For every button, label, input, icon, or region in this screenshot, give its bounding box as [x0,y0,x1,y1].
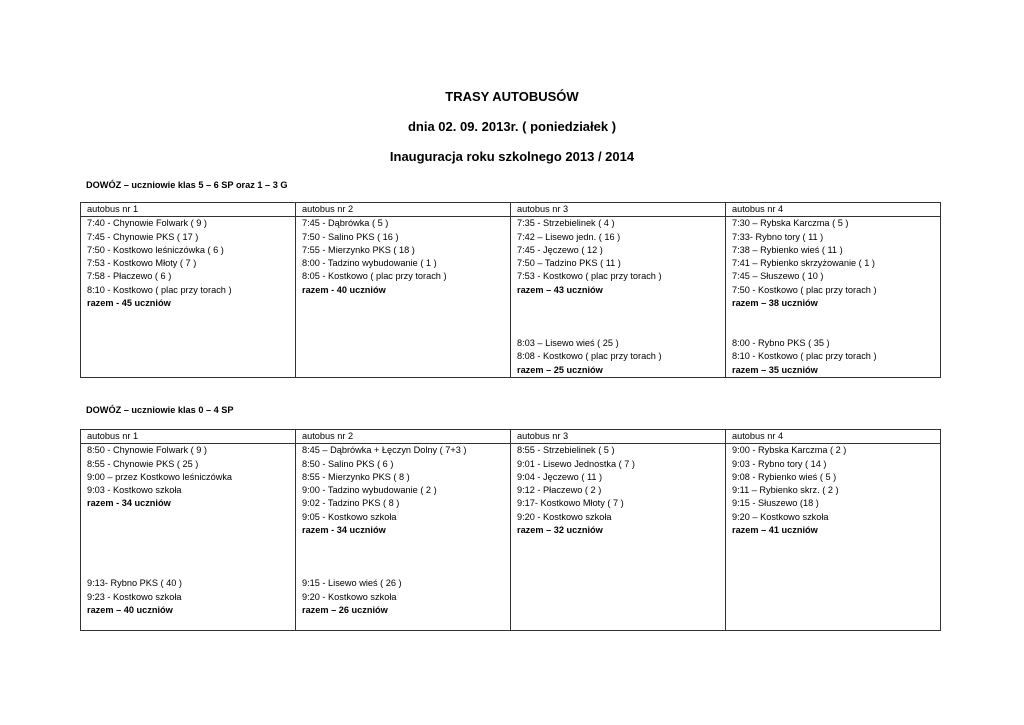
stop-entry: 7:30 – Rybska Karczma ( 5 ) [732,218,849,229]
route-table-1 [80,202,941,378]
stop-entry: 7:45 - Jęczewo ( 12 ) [517,244,603,255]
stop-entry: 8:03 – Lisewo wieś ( 25 ) [517,337,619,348]
stop-entry: 7:55 - Mierzynko PKS ( 18 ) [302,244,415,255]
stop-entry: 8:45 – Dąbrówka + Łęczyn Dolny ( 7+3 ) [302,445,467,456]
student-total: razem – 41 uczniów [732,525,818,536]
stop-entry: 9:01 - Lisewo Jednostka ( 7 ) [517,458,635,469]
column-header: autobus nr 3 [511,203,726,217]
stop-entry: 9:20 - Kostkowo szkoła [517,511,612,522]
student-total: razem – 25 uczniów [517,364,603,375]
stop-entry: 9:00 - Tadzino wybudowanie ( 2 ) [302,485,437,496]
stop-entry: 8:10 - Kostkowo ( plac przy torach ) [87,284,232,295]
document-title: TRASY AUTOBUSÓW [445,89,579,104]
document-date: dnia 02. 09. 2013r. ( poniedziałek ) [407,119,617,134]
stop-entry: 7:45 - Dąbrówka ( 5 ) [302,218,389,229]
stop-entry: 8:08 - Kostkowo ( plac przy torach ) [517,351,662,362]
stop-entry: 9:03 - Rybno tory ( 14 ) [732,458,827,469]
student-total: razem – 43 uczniów [517,284,603,295]
stop-entry: 9:13- Rybno PKS ( 40 ) [87,578,182,589]
bus-2-cell [296,444,511,631]
column-header: autobus nr 3 [511,430,726,444]
stop-entry: 7:50 - Kostkowo leśniczówka ( 6 ) [87,244,224,255]
stop-entry: 8:05 - Kostkowo ( plac przy torach ) [302,271,447,282]
stop-entry: 9:15 - Lisewo wieś ( 26 ) [302,578,402,589]
column-header: autobus nr 2 [296,203,511,217]
table-row [81,217,941,378]
column-header: autobus nr 2 [296,430,511,444]
stop-entry: 7:53 - Kostkowo ( plac przy torach ) [517,271,662,282]
stop-entry: 9:08 - Rybienko wieś ( 5 ) [732,471,837,482]
stop-entry: 9:02 - Tadzino PKS ( 8 ) [302,498,400,509]
stop-entry: 9:05 - Kostkowo szkoła [302,511,397,522]
stop-entry: 7:50 - Kostkowo ( plac przy torach ) [732,284,877,295]
table-row [81,444,941,631]
stop-entry: 7:50 – Tadzino PKS ( 11 ) [517,258,621,269]
stop-entry: 7:38 – Rybienko wieś ( 11 ) [732,244,843,255]
stop-entry: 7:40 - Chynowie Folwark ( 9 ) [87,218,207,229]
bus-1-cell [81,217,296,378]
bus-3-cell [511,217,726,378]
section-label-2: DOWÓZ – uczniowie klas 0 – 4 SP [86,405,234,415]
spacer [732,310,940,337]
stop-entry: 8:10 - Kostkowo ( plac przy torach ) [732,351,877,362]
stop-entry: 7:50 - Salino PKS ( 16 ) [302,231,399,242]
document-subtitle: Inauguracja roku szkolnego 2013 / 2014 [389,149,635,164]
stop-entry: 7:45 – Słuszewo ( 10 ) [732,271,824,282]
stop-entry: 9:23 - Kostkowo szkoła [87,591,182,602]
stop-entry: 8:00 - Rybno PKS ( 35 ) [732,337,830,348]
stop-entry: 9:00 – przez Kostkowo leśniczówka [87,471,233,482]
stop-entry: 8:50 - Salino PKS ( 6 ) [302,458,394,469]
bus-3-cell [511,444,726,631]
column-header: autobus nr 1 [81,430,296,444]
student-total: razem - 34 uczniów [302,525,386,536]
spacer [302,537,510,577]
stop-entry: 9:12 - Płaczewo ( 2 ) [517,485,602,496]
stop-entry: 7:41 – Rybienko skrzyżowanie ( 1 ) [732,258,875,269]
student-total: razem – 40 uczniów [87,604,173,615]
route-table-2 [80,429,941,631]
student-total: razem – 38 uczniów [732,298,818,309]
stop-entry: 7:33- Rybno tory ( 11 ) [732,231,824,242]
spacer [517,297,725,337]
stop-entry: 8:55 - Chynowie PKS ( 25 ) [87,458,199,469]
stop-entry: 7:53 - Kostkowo Młoty ( 7 ) [87,258,197,269]
column-header: autobus nr 4 [726,203,941,217]
stop-entry: 8:50 - Chynowie Folwark ( 9 ) [87,445,207,456]
column-header: autobus nr 1 [81,203,296,217]
bus-2-cell [296,217,511,378]
stop-entry: 9:20 – Kostkowo szkoła [732,511,829,522]
student-total: razem - 34 uczniów [87,498,171,509]
student-total: razem – 32 uczniów [517,525,603,536]
section-label-1: DOWÓZ – uczniowie klas 5 – 6 SP oraz 1 – 3 G [86,180,288,190]
stop-entry: 7:58 - Płaczewo ( 6 ) [87,271,172,282]
table-header-row [81,430,941,444]
column-header: autobus nr 4 [726,430,941,444]
bus-1-cell [81,444,296,631]
student-total: razem - 45 uczniów [87,298,171,309]
stop-entry: 8:55 - Mierzynko PKS ( 8 ) [302,471,410,482]
stop-entry: 9:11 – Rybienko skrz. ( 2 ) [732,485,839,496]
student-total: razem - 40 uczniów [302,284,386,295]
stop-entry: 8:55 - Strzebielinek ( 5 ) [517,445,615,456]
spacer [87,511,295,578]
stop-entry: 7:35 - Strzebielinek ( 4 ) [517,218,615,229]
bus-4-cell [726,217,941,378]
stop-entry: 8:00 - Tadzino wybudowanie ( 1 ) [302,258,437,269]
table-header-row [81,203,941,217]
stop-entry: 9:17- Kostkowo Młoty ( 7 ) [517,498,624,509]
stop-entry: 7:45 - Chynowie PKS ( 17 ) [87,231,199,242]
stop-entry: 9:03 - Kostkowo szkoła [87,485,182,496]
stop-entry: 9:20 - Kostkowo szkoła [302,591,397,602]
stop-entry: 9:04 - Jęczewo ( 11 ) [517,471,603,482]
bus-4-cell [726,444,941,631]
student-total: razem – 26 uczniów [302,604,388,615]
stop-entry: 9:15 - Słuszewo (18 ) [732,498,819,509]
stop-entry: 9:00 - Rybska Karczma ( 2 ) [732,445,847,456]
stop-entry: 7:42 – Lisewo jedn. ( 16 ) [517,231,621,242]
student-total: razem – 35 uczniów [732,364,818,375]
